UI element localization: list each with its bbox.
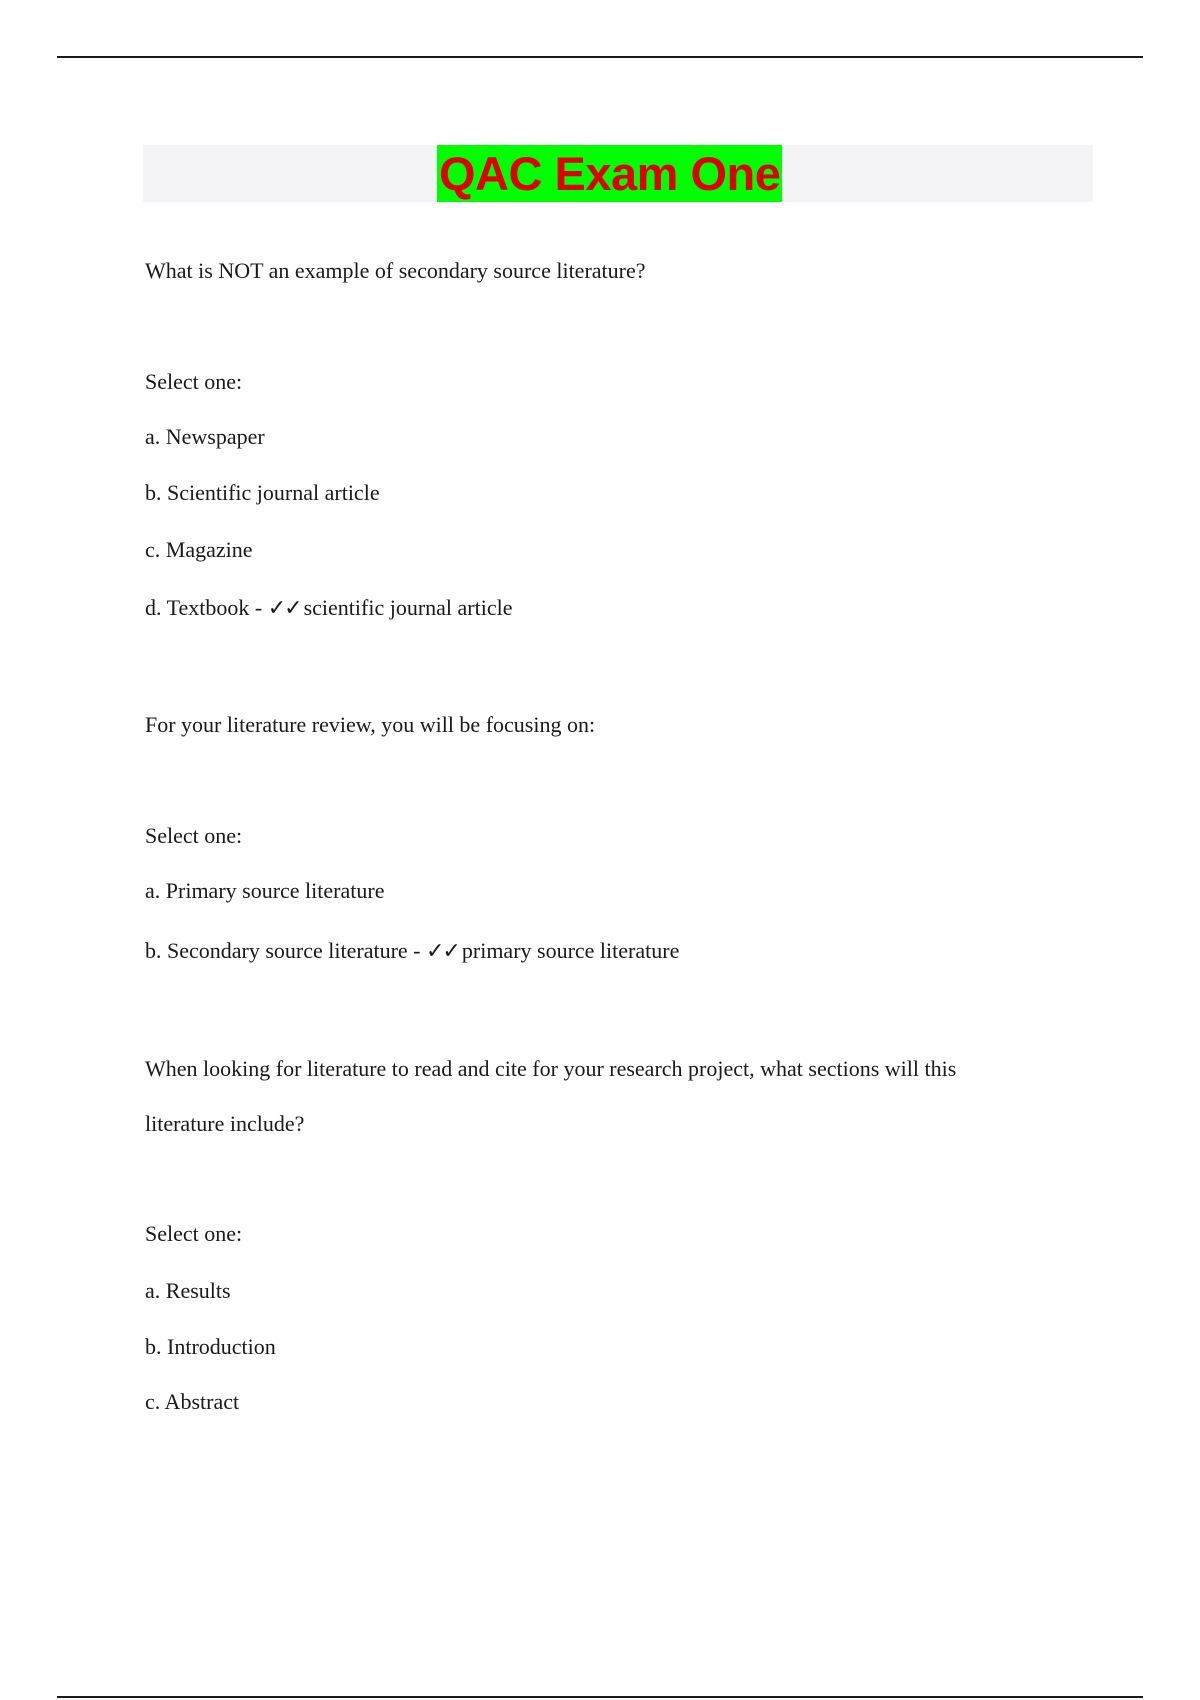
top-rule xyxy=(57,56,1143,58)
double-check-icon: ✓✓ xyxy=(267,596,301,621)
question-2-option-b-label: b. Secondary source literature - xyxy=(145,938,426,963)
question-3-instruction: Select one: xyxy=(145,1221,243,1246)
question-2-answer: primary source literature xyxy=(461,938,680,963)
question-1-option-d xyxy=(145,593,513,624)
question-3-option-c: c. Abstract xyxy=(145,1389,240,1414)
question-1-option-d-label: d. Textbook - xyxy=(145,595,268,620)
question-3-prompt-line-1: When looking for literature to read and cite for your research project, what sections will this xyxy=(145,1056,957,1081)
question-1-instruction: Select one: xyxy=(145,369,243,394)
double-check-icon: ✓✓ xyxy=(426,939,459,964)
question-3-option-a: a. Results xyxy=(145,1278,231,1303)
question-3-option-b: b. Introduction xyxy=(145,1334,276,1359)
question-1-option-a: a. Newspaper xyxy=(145,424,265,449)
question-2-option-a: a. Primary source literature xyxy=(145,878,385,903)
question-2-option-b xyxy=(145,936,679,967)
question-2-instruction: Select one: xyxy=(145,823,243,848)
question-1-option-b: b. Scientific journal article xyxy=(145,480,380,505)
question-1-prompt: What is NOT an example of secondary source literature? xyxy=(145,258,646,283)
question-1-option-c: c. Magazine xyxy=(145,537,253,562)
bottom-rule xyxy=(57,1696,1143,1698)
question-3-prompt-line-2: literature include? xyxy=(145,1111,305,1136)
question-1-answer: scientific journal article xyxy=(303,595,513,620)
page-title: QAC Exam One xyxy=(439,147,781,200)
question-2-prompt: For your literature review, you will be focusing on: xyxy=(145,712,596,737)
